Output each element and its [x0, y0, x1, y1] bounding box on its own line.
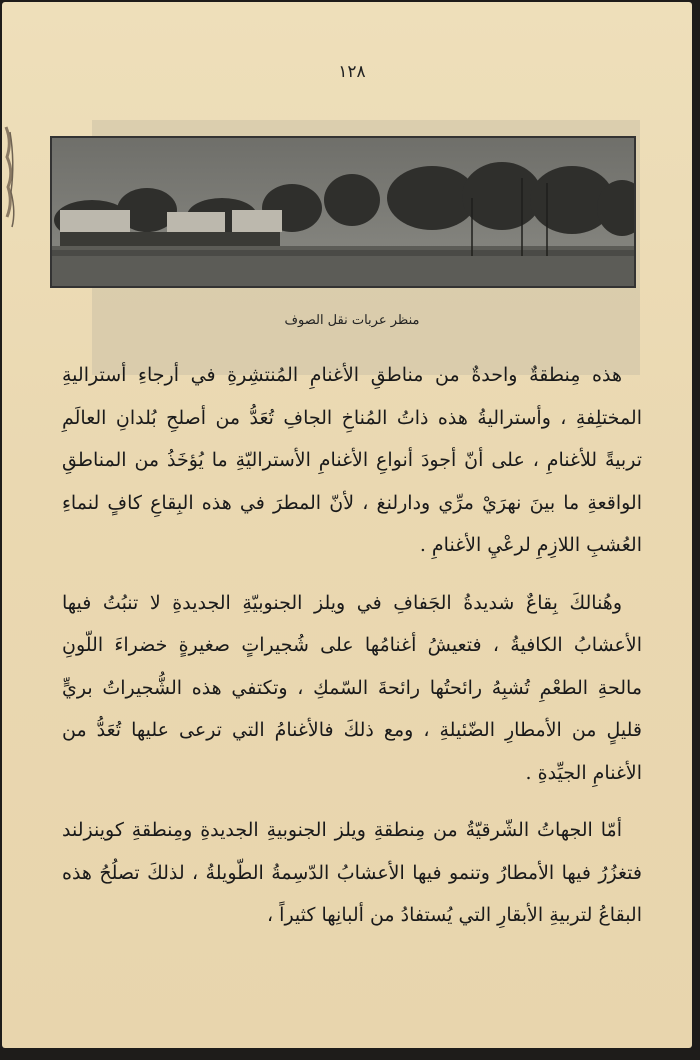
book-page [2, 2, 692, 1048]
photo-caption: منظر عربات نقل الصوف [284, 313, 420, 328]
photo-wool-carts [50, 136, 636, 288]
body-text [62, 354, 642, 937]
paragraph-3: أمّا الجهاتُ الشّرقيّةُ من مِنطقةِ ويلز الجنوبيةِ الجديدةِ ومِنطقةِ كوينزلند فتغزُرُ فيها الأمطارُ وتنمو فيها الأعشابُ الدّسِمةُ الطّويلةُ ، لذلكَ تصلُحُ هذه البقاعُ لتربيةِ الأبقارِ التي يُستفادُ من ألبانِها كثيراً ، [62, 819, 642, 926]
paragraph-1: هذه مِنطقةٌ واحدةٌ من مناطقِ الأغنامِ المُنتشِرةِ في أرجاءِ أستراليةِ المختلِفةِ ، وأستراليةُ هذه ذاتُ المُناخِ الجافِ تُعَدُّ من أصلحِ بُلدانِ العالَمِ تربيةً للأغنامِ ، على أنّ أجودَ أنواعِ الأغنامِ الأستراليّةِ ما يُؤخَذُ من المناطقِ الواقعةِ ما بينَ نهرَيْ مرِّي ودارلنغ ، لأنّ المطرَ في هذه البِقاعِ كافٍ لنماءِ العُشبِ اللازِمِ لرعْيِ الأغنامِ . [62, 364, 642, 556]
binding-thread-icon [2, 122, 18, 232]
page-number: ١٢٨ [338, 62, 366, 82]
paragraph-2: وهُنالكَ بِقاعٌ شديدةُ الجَفافِ في ويلز الجنوبيّةِ الجديدةِ لا تنبُتُ فيها الأعشابُ الكافيةُ ، فتعيشُ أغنامُها على شُجيراتٍ صغيرةٍ خضراءَ اللّونِ مالحةِ الطعْمِ تُشبِهُ رائحتُها رائحةَ السّمكِ ، وتكتفي هذه الشُّجيراتُ بريٍّ قليلٍ من الأمطارِ الضّئيلةِ ، ومع ذلكَ فالأغنامُ التي ترعى عليها تُعَدُّ من الأغنامِ الجيِّدةِ . [62, 591, 642, 784]
